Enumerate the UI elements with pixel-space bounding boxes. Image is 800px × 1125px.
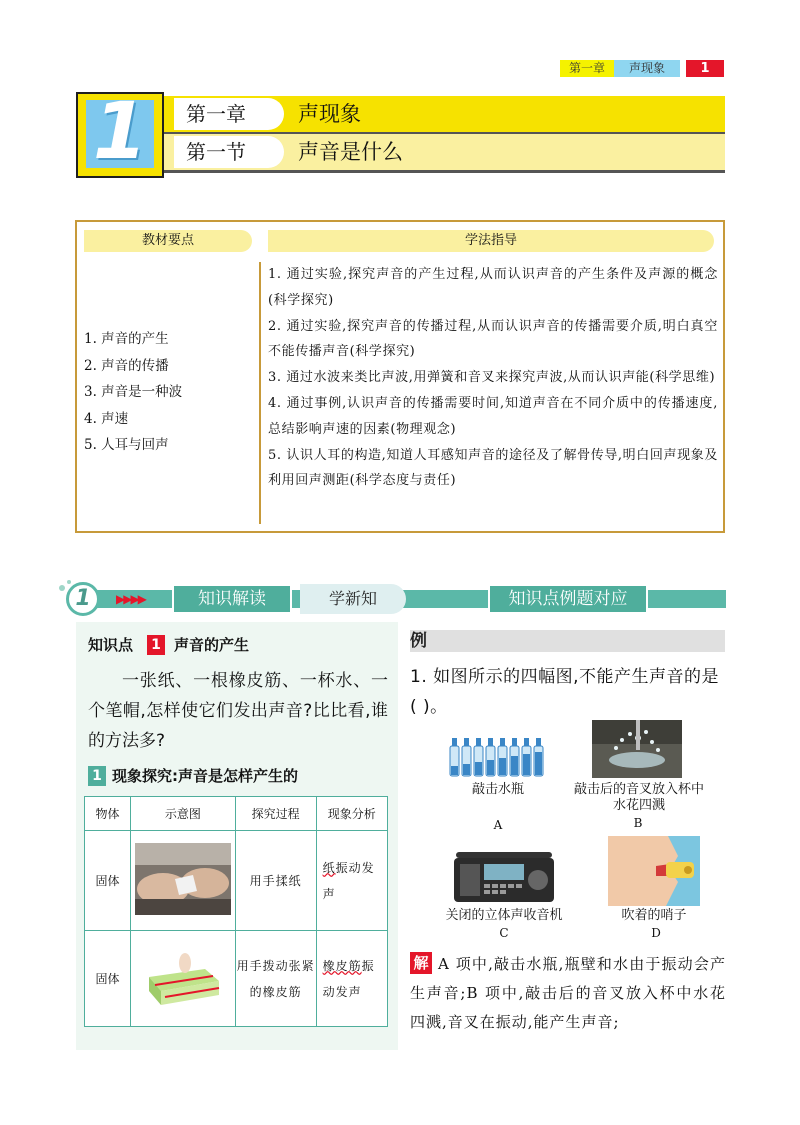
diagram-cell bbox=[130, 931, 235, 1027]
analysis-text: 振动发声 bbox=[322, 860, 375, 901]
bar-bottom-line bbox=[164, 170, 725, 173]
table-header: 物体 bbox=[85, 797, 131, 831]
header-section: 声现象 bbox=[614, 60, 680, 77]
tab-knowledge-reading[interactable]: 知识解读 bbox=[172, 584, 292, 614]
explore-number: 1 bbox=[88, 766, 106, 786]
study-guide bbox=[268, 262, 718, 494]
analysis-highlight: 橡皮筋 bbox=[322, 958, 362, 973]
table-header-row bbox=[85, 797, 388, 831]
point-item: 2. 声音的传播 bbox=[84, 357, 169, 374]
bar-divider bbox=[164, 132, 725, 134]
table-row bbox=[85, 931, 388, 1027]
object-cell: 固体 bbox=[85, 931, 131, 1027]
textbook-points bbox=[84, 326, 254, 459]
point-item: 1. 声音的产生 bbox=[84, 331, 169, 347]
guide-item: 1. 通过实验,探究声音的产生过程,从而认识声音的产生条件及声源的概念(科学探究) bbox=[268, 267, 718, 308]
analysis-text: 振动发声 bbox=[322, 958, 375, 999]
table-header: 示意图 bbox=[130, 797, 235, 831]
tab-example-mapping[interactable]: 知识点例题对应 bbox=[488, 584, 648, 614]
chapter-title: 声现象 bbox=[298, 102, 361, 126]
tuning-fork-water-image bbox=[592, 720, 682, 778]
water-bottles-image bbox=[448, 736, 548, 778]
knowledge-point-label: 知识点 bbox=[88, 636, 134, 654]
option-b-letter: B bbox=[633, 816, 643, 830]
guide-item: 4. 通过事例,认识声音的传播需要时间,知道声音在不同介质中的传播速度,总结影响声速的因素(物理观念) bbox=[268, 395, 718, 437]
whistle-image bbox=[608, 836, 700, 906]
knowledge-intro: 一张纸、一根橡皮筋、一杯水、一个笔帽,怎样使它们发出声音?比比看,谁的方法多? bbox=[88, 671, 388, 751]
chapter-badge-number: 1 bbox=[92, 87, 148, 177]
diagram-cell bbox=[130, 831, 235, 931]
guide-item: 3. 通过水波来类比声波,用弹簧和音叉来探究声波,从而认识声能(科学思维) bbox=[268, 370, 716, 386]
chapter-label: 第一章 bbox=[174, 98, 284, 130]
knowledge-point-title: 声音的产生 bbox=[174, 636, 250, 654]
radio-image bbox=[452, 848, 556, 906]
point-item: 4. 声速 bbox=[84, 410, 129, 427]
header-chapter: 第一章 bbox=[560, 60, 614, 77]
section-title: 声音是什么 bbox=[298, 140, 403, 164]
option-a-caption: 敲击水瓶 bbox=[471, 782, 524, 797]
analysis-highlight: 纸 bbox=[322, 860, 336, 875]
option-a-letter: A bbox=[493, 818, 503, 832]
tab-learn-new[interactable]: 学新知 bbox=[300, 584, 406, 614]
table-header: 探究过程 bbox=[235, 797, 316, 831]
process-cell: 用手拨动张紧的橡皮筋 bbox=[235, 931, 316, 1027]
option-c-caption: 关闭的立体声收音机 bbox=[445, 908, 563, 923]
crumpled-paper-photo bbox=[135, 843, 231, 915]
option-d-caption: 吹着的哨子 bbox=[621, 908, 687, 923]
answer-tag: 解 bbox=[410, 952, 432, 974]
section-label: 第一节 bbox=[174, 136, 284, 168]
option-c-letter: C bbox=[499, 926, 509, 940]
banner-arrows: ▶▶▶▶ bbox=[116, 592, 145, 606]
explore-title: 现象探究:声音是怎样产生的 bbox=[112, 767, 298, 785]
point-item: 3. 声音是一种波 bbox=[84, 384, 183, 400]
page-number: 1 bbox=[686, 60, 724, 77]
example-label: 例 bbox=[410, 631, 427, 651]
analysis-cell bbox=[316, 931, 387, 1027]
banner-number: 1 bbox=[75, 586, 91, 611]
overview-right-header: 学法指导 bbox=[268, 230, 714, 252]
knowledge-point-number: 1 bbox=[147, 635, 165, 655]
table-row bbox=[85, 831, 388, 931]
option-d-letter: D bbox=[651, 926, 661, 940]
overview-divider bbox=[259, 262, 261, 524]
guide-item: 2. 通过实验,探究声音的传播过程,从而认识声音的传播需要介质,明白真空不能传播声音(科学探究) bbox=[268, 318, 718, 360]
analysis-cell bbox=[316, 831, 387, 931]
option-b-caption: 敲击后的音叉放入杯中水花四溅 bbox=[574, 782, 705, 813]
object-cell: 固体 bbox=[85, 831, 131, 931]
guide-item: 5. 认识人耳的构造,知道人耳感知声音的途径及了解骨传导,明白回声现象及利用回声测距(科学态度与责任) bbox=[268, 447, 718, 489]
table-header: 现象分析 bbox=[316, 797, 387, 831]
point-item: 5. 人耳与回声 bbox=[84, 437, 169, 453]
overview-left-header: 教材要点 bbox=[84, 230, 252, 252]
example-question: 1. 如图所示的四幅图,不能产生声音的是( )。 bbox=[410, 667, 720, 717]
rubber-band-box-illustration bbox=[135, 941, 231, 1013]
explore-table bbox=[84, 796, 388, 1027]
process-cell: 用手揉纸 bbox=[235, 831, 316, 931]
example-bar bbox=[410, 630, 725, 652]
answer-text: A 项中,敲击水瓶,瓶壁和水由于振动会产生声音;B 项中,敲击后的音叉放入杯中水花四溅,音叉在振动,能产生声音; bbox=[410, 955, 726, 1031]
